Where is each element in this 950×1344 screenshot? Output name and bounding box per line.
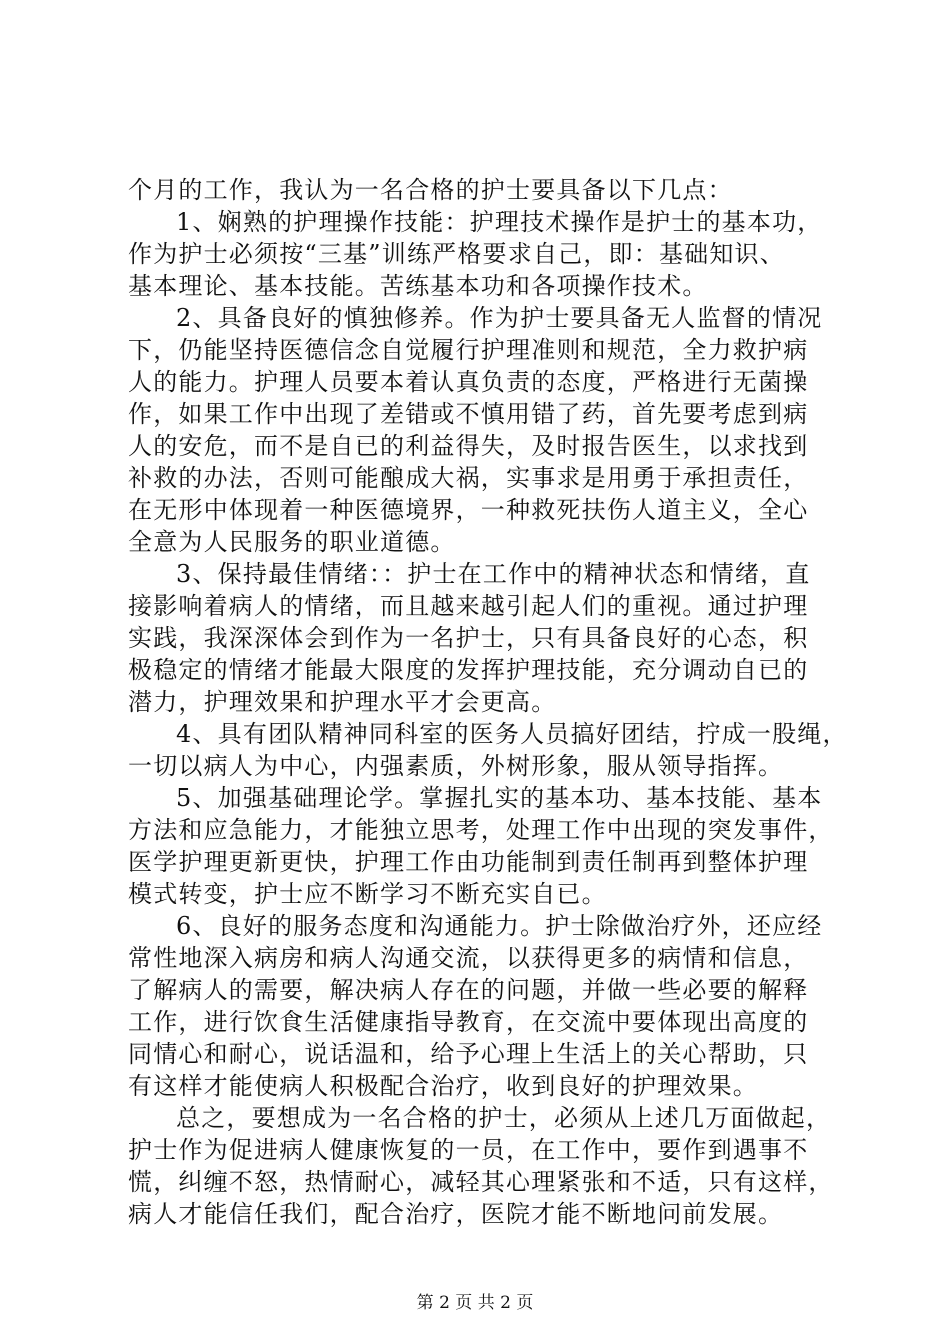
text-line: 慌，纠缠不怒，热情耐心，减轻其心理紧张和不适，只有这样， [128,1168,834,1196]
text-line: 补救的办法，否则可能酿成大祸，实事求是用勇于承担责任， [128,464,809,492]
text-line: 极稳定的情绪才能最大限度的发挥护理技能，充分调动自已的 [128,656,809,684]
text-line: 常性地深入病房和病人沟通交流，以获得更多的病情和信息， [128,944,809,972]
text-line: 同情心和耐心，说话温和，给予心理上生活上的关心帮助，只 [128,1040,809,1068]
text-line: 1、娴熟的护理操作技能：护理技术操作是护士的基本功， [176,208,823,236]
text-line: 全意为人民服务的职业道德。 [128,528,456,556]
text-line: 潜力，护理效果和护理水平才会更高。 [128,688,557,716]
text-line: 一切以病人为中心，内强素质，外树形象，服从领导指挥。 [128,752,784,780]
text-line: 护士作为促进病人健康恢复的一员，在工作中，要作到遇事不 [128,1136,809,1164]
text-line: 了解病人的需要，解决病人存在的问题，并做一些必要的解释 [128,976,809,1004]
text-line: 作为护士必须按“三基”训练严格要求自己，即：基础知识、 [128,240,785,268]
text-line: 接影响着病人的情绪，而且越来越引起人们的重视。通过护理 [128,592,809,620]
text-line: 方法和应急能力，才能独立思考，处理工作中出现的突发事件， [128,816,834,844]
text-line: 下，仍能坚持医德信念自觉履行护理准则和规范，全力救护病 [128,336,809,364]
text-line: 5、加强基础理论学。掌握扎实的基本功、基本技能、基本 [176,784,823,812]
text-line: 4、具有团队精神同科室的医务人员搞好团结，拧成一股绳， [176,720,848,748]
text-line: 人的能力。护理人员要本着认真负责的态度，严格进行无菌操 [128,368,809,396]
text-line: 病人才能信任我们，配合治疗，医院才能不断地问前发展。 [128,1200,784,1228]
text-line: 6、良好的服务态度和沟通能力。护士除做治疗外，还应经 [176,912,823,940]
page-footer [0,1292,950,1314]
text-line: 人的安危，而不是自已的利益得失，及时报告医生，以求找到 [128,432,809,460]
text-line: 个月的工作，我认为一名合格的护士要具备以下几点： [128,176,733,204]
text-line: 医学护理更新更快，护理工作由功能制到责任制再到整体护理 [128,848,809,876]
text-line: 模式转变，护士应不断学习不断充实自已。 [128,880,607,908]
text-line: 3、保持最佳情绪：：护士在工作中的精神状态和情绪，直 [176,560,811,588]
text-line: 工作，进行饮食生活健康指导教育，在交流中要体现出高度的 [128,1008,809,1036]
text-line: 有这样才能使病人积极配合治疗，收到良好的护理效果。 [128,1072,758,1100]
text-line: 实践，我深深体会到作为一名护士，只有具备良好的心态，积 [128,624,809,652]
text-line: 在无形中体现着一种医德境界，一种救死扶伤人道主义，全心 [128,496,809,524]
text-line: 基本理论、基本技能。苦练基本功和各项操作技术。 [128,272,708,300]
text-line: 总之，要想成为一名合格的护士，必须从上述几万面做起， [176,1104,832,1132]
text-line: 2、具备良好的慎独修养。作为护士要具备无人监督的情况 [176,304,823,332]
text-line: 作，如果工作中出现了差错或不慎用错了药，首先要考虑到病 [128,400,809,428]
page-number-label: 第 2 页 共 2 页 [416,1293,534,1313]
